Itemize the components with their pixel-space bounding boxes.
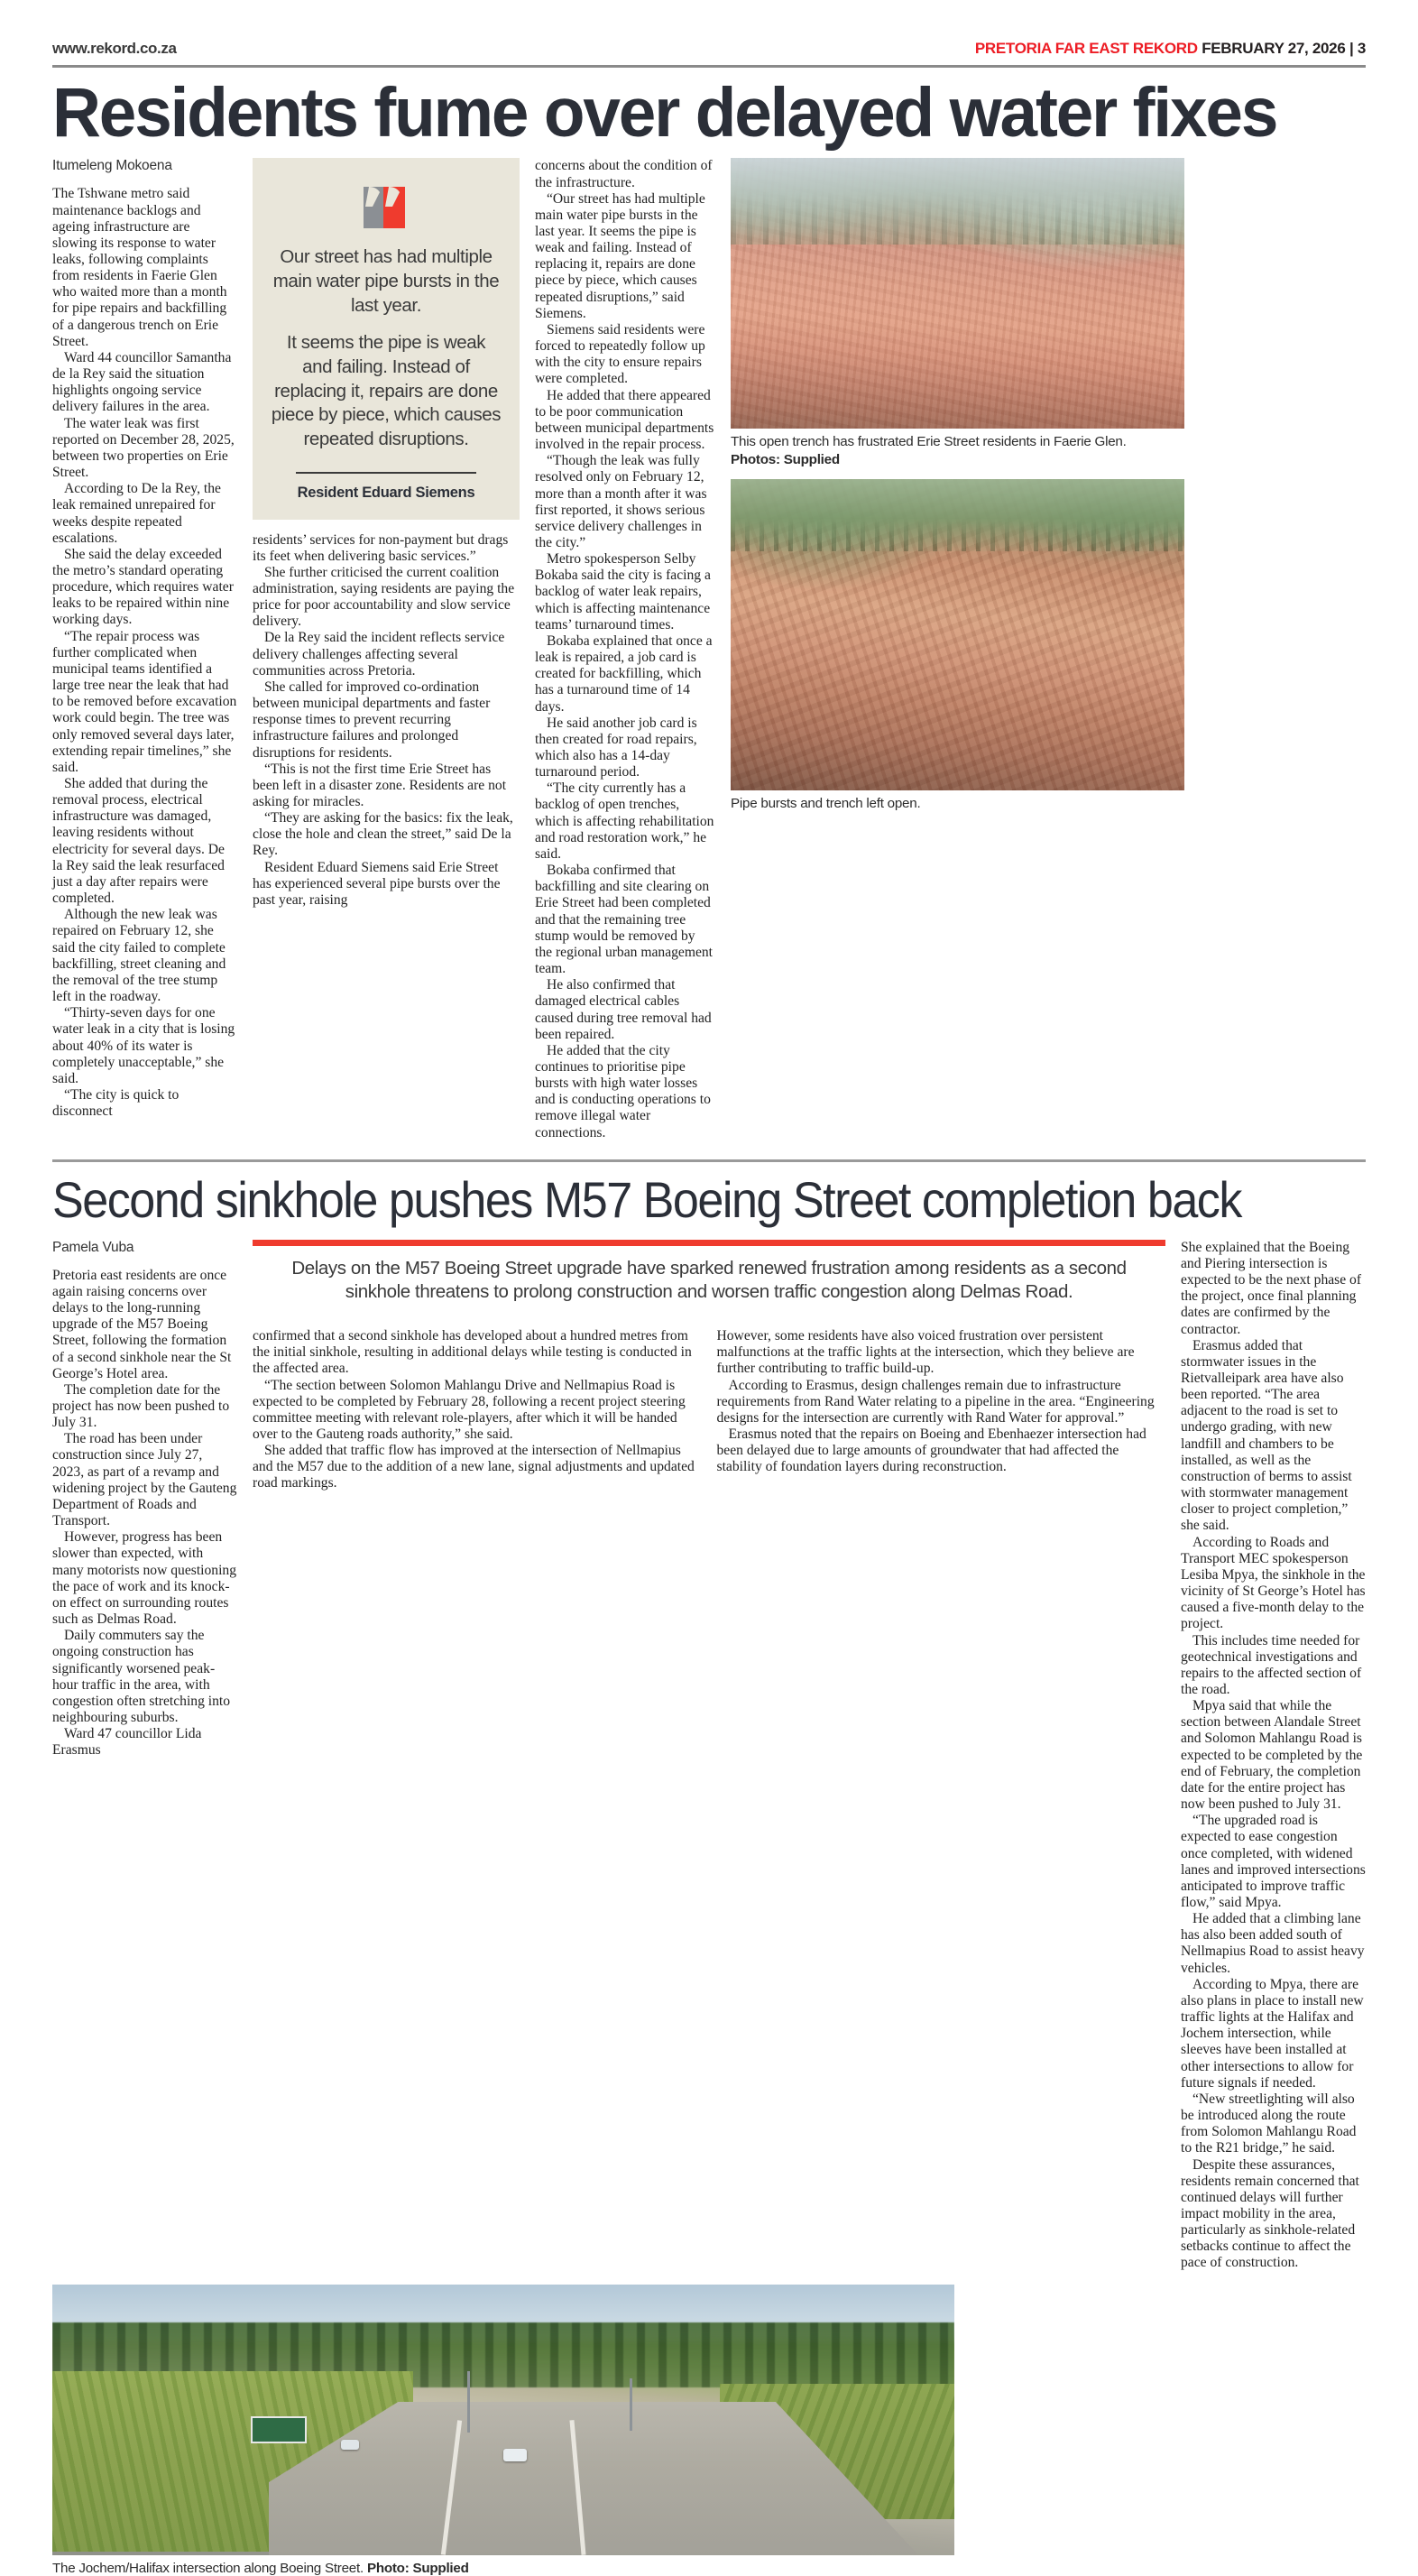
- story1-photo-column: [731, 158, 1184, 811]
- paragraph: She added that during the removal process, electrical infrastructure was damaged, leaving residents without electricity for several days. De la Rey said the leak resurfaced just a day after repairs were completed.: [52, 776, 225, 907]
- paragraph: She further criticised the current coalition administration, saying residents are paying the price for poor accountability and slow service delivery.: [253, 564, 515, 630]
- pipe-burst-photo: [731, 479, 1184, 790]
- paragraph: According to Mpya, there are also plans in place to install new traffic lights at the Halifax and Jochem intersection, while sleeves have been installed at other intersections to allow for future signals if needed.: [1181, 1976, 1364, 2091]
- paragraph: Pretoria east residents are once again raising concerns over delays to the long-running upgrade of the M57 Boeing Street, following the formation of a second sinkhole near the St George’s Hotel area.: [52, 1267, 232, 1381]
- boeing-street-intersection-photo: [52, 2285, 954, 2555]
- photo-car: [503, 2449, 527, 2461]
- paragraph: He said another job card is then created for road repairs, which also has a 14-day turnaround period.: [535, 715, 697, 780]
- photo-road-sign: [251, 2416, 307, 2443]
- paragraph: He added that there appeared to be poor communication between municipal departments involved in the repair process.: [535, 387, 714, 453]
- photo-car: [341, 2440, 359, 2450]
- folio: [975, 40, 1366, 58]
- masthead: [52, 0, 1366, 65]
- photo-light-pole: [630, 2378, 632, 2431]
- story1-column-2: [253, 158, 520, 909]
- paragraph: Ward 44 councillor Samantha de la Rey said the situation highlights ongoing service delivery failures in the area.: [52, 349, 232, 415]
- story2-column-4: [1181, 1240, 1366, 2272]
- paragraph: According to Erasmus, design challenges remain due to infrastructure requirements from Rand Water relating to a pipeline in the area. “Engineering designs for the intersection are currently with Rand Water for approval.”: [716, 1377, 1155, 1426]
- quote-divider: [296, 472, 476, 474]
- paragraph: Bokaba explained that once a leak is repaired, a job card is created for backfilling, which has a turnaround time of 14 days.: [535, 632, 713, 715]
- caption-text: The Jochem/Halifax intersection along Boeing Street.: [52, 2560, 364, 2576]
- paragraph: Bokaba confirmed that backfilling and site clearing on Erie Street had been completed and that the remaining tree stump would be removed by the regional urban management team.: [535, 863, 714, 977]
- paragraph: The completion date for the project has now been pushed to July 31.: [52, 1381, 230, 1431]
- story1-headline: Residents fume over delayed water fixes: [52, 74, 1277, 152]
- paragraph: “They are asking for the basics: fix the leak, close the hole and clean the street,” said De la Rey.: [253, 810, 513, 859]
- paragraph: “The upgraded road is expected to ease congestion once completed, with widened lanes and improved intersections anticipated to improve traffic flow,” said Mpya.: [1181, 1813, 1366, 1910]
- story1-column-1: [52, 158, 237, 1120]
- story2-middle-block: [253, 1240, 1165, 1492]
- paragraph: The road has been under construction since July 27, 2023, as part of a revamp and widening project by the Gauteng Department of Roads and Transport.: [52, 1431, 237, 1529]
- folio-separator: |: [1349, 40, 1354, 57]
- story1-byline: Itumeleng Mokoena: [52, 158, 172, 174]
- story2-byline: Pamela Vuba: [52, 1239, 134, 1255]
- paragraph: He added that a climbing lane has also been added south of Nellmapius Road to assist heavy vehicles.: [1181, 1911, 1365, 1976]
- paragraph: The Tshwane metro said maintenance backlogs and ageing infrastructure are slowing its response to water leaks, following complaints from residents in Faerie Glen who waited more than a month for pipe repairs and backfilling of a dangerous trench on Erie Street.: [52, 186, 227, 349]
- story2-col3-text: [717, 1328, 1166, 1492]
- paragraph: Daily commuters say the ongoing construction has significantly worsened peak-hour traffic in the area, with congestion often stretching into neighbouring suburbs.: [52, 1628, 231, 1725]
- paragraph: According to De la Rey, the leak remained unrepaired for weeks despite repeated escalations.: [52, 481, 221, 546]
- page-number: 3: [1357, 40, 1366, 57]
- paragraph: Mpya said that while the section between Alandale Street and Solomon Mahlangu Road is expected to be completed by the end of February, the completion date for the entire project has now been pushed to July 31.: [1181, 1698, 1363, 1813]
- paragraph: She explained that the Boeing and Piering intersection is expected to be the next phase of the project, once final planning dates are confirmed by the contractor.: [1181, 1239, 1362, 1337]
- paragraph: Siemens said residents were forced to repeatedly follow up with the city to ensure repairs were completed.: [535, 321, 705, 387]
- story2-column-1: [52, 1240, 237, 1759]
- publication-name: PRETORIA FAR EAST REKORD: [974, 40, 1198, 57]
- paragraph: He added that the city continues to prioritise pipe bursts with high water losses and is conducting operations to remove illegal water connections.: [535, 1042, 711, 1140]
- paragraph: “Thirty-seven days for one water leak in a city that is losing about 40% of its water is completely unacceptable,” she said.: [52, 1005, 235, 1086]
- story2-headline: Second sinkhole pushes M57 Boeing Street completion back: [52, 1170, 1241, 1228]
- paragraph: Ward 47 councillor Lida Erasmus: [52, 1726, 202, 1759]
- paragraph: “The city currently has a backlog of open trenches, which is affecting rehabilitation and road restoration work,” he said.: [535, 780, 714, 862]
- paragraph: “The city is quick to disconnect: [52, 1086, 180, 1120]
- photo-credit: Photos: Supplied: [731, 451, 840, 467]
- story1-col1-text: [52, 186, 237, 1120]
- open-trench-caption: [731, 433, 1184, 467]
- caption-text: This open trench has frustrated Erie Street residents in Faerie Glen.: [731, 434, 1127, 450]
- paragraph: This includes time needed for geotechnical investigations and repairs to the affected section of the road.: [1181, 1632, 1362, 1697]
- photo-light-pole: [467, 2371, 470, 2433]
- paragraph: residents’ services for non-payment but drags its feet when delivering basic services.”: [253, 531, 509, 564]
- photo-credit: Photo: Supplied: [366, 2560, 469, 2576]
- issue-date: FEBRUARY 27, 2026: [1202, 40, 1346, 57]
- story1-columns: [52, 158, 1366, 1140]
- paragraph: However, progress has been slower than expected, with many motorists now questioning the pace of work and its knock-on effect on surrounding routes such as Delmas Road.: [52, 1529, 237, 1628]
- quote-paragraph: Our street has had multiple main water pipe bursts in the last year.: [272, 246, 500, 316]
- story2-col1-text: [52, 1268, 237, 1759]
- paragraph: He also confirmed that damaged electrical cables caused during tree removal had been repaired.: [535, 977, 712, 1042]
- story1-column-3: [535, 158, 715, 1140]
- paragraph: The water leak was first reported on December 28, 2025, between two properties on Erie Street.: [52, 415, 235, 481]
- paragraph: “Though the leak was fully resolved only on February 12, more than a month after it was first reported, it shows serious service delivery challenges in the city.”: [535, 453, 707, 550]
- pull-quote-text: [271, 245, 502, 451]
- paragraph: Despite these assurances, residents remain concerned that continued delays will further impact mobility in the area, particularly as sinkhole-related setbacks continue to affect the pace of construction.: [1181, 2156, 1359, 2271]
- paragraph: De la Rey said the incident reflects service delivery challenges affecting several communities across Pretoria.: [253, 630, 505, 679]
- masthead-rule: [52, 65, 1366, 68]
- paragraph: concerns about the condition of the infrastructure.: [535, 158, 713, 190]
- standfirst-block: [253, 1240, 1165, 1317]
- paragraph: “The section between Solomon Mahlangu Drive and Nellmapius Road is expected to be completed by February 28, following a recent project steering committee meeting with relevant role-players, after which it will be handed over to the Gauteng roads authority,” she said.: [253, 1377, 686, 1442]
- quote-mark-icon: [360, 183, 412, 234]
- story-divider: [52, 1159, 1366, 1162]
- paragraph: Erasmus noted that the repairs on Boeing and Ebenhaezer intersection had been delayed due to large amounts of groundwater that had affected the stability of foundation layers during reconstruction.: [716, 1426, 1146, 1475]
- quote-paragraph: It seems the pipe is weak and failing. Instead of replacing it, repairs are done piece by piece, which causes repeated disruptions.: [271, 332, 502, 449]
- story1-col2-text: [253, 532, 520, 909]
- quote-attribution: Resident Eduard Siemens: [297, 484, 475, 501]
- paragraph: She added that traffic flow has improved at the intersection of Nellmapius and the M57 due to the addition of a new lane, signal adjustments and updated road markings.: [253, 1443, 695, 1491]
- story2-columns: [52, 1240, 1366, 2272]
- paragraph: However, some residents have also voiced frustration over persistent malfunctions at the traffic lights at the intersection, which they believe are further contributing to traffic build-up.: [716, 1328, 1135, 1377]
- paragraph: “The repair process was further complicated when municipal teams identified a large tree near the leak that had to be removed before excavation work could begin. The tree was only removed several days later, extending repair timelines,” she said.: [52, 628, 237, 775]
- paragraph: She said the delay exceeded the metro’s standard operating procedure, which requires water leaks to be repaired within nine working days.: [52, 546, 234, 628]
- paragraph: “Our street has had multiple main water pipe bursts in the last year. It seems the pipe is weak and failing. Instead of replacing it, repairs are done piece by piece, which causes repeated disruptions,” said Siemens.: [535, 190, 705, 321]
- paragraph: Resident Eduard Siemens said Erie Street has experienced several pipe bursts over the past year, raising: [253, 859, 501, 908]
- boeing-street-caption: [52, 2561, 954, 2576]
- paragraph: “New streetlighting will also be introduced along the route from Solomon Mahlangu Road to the R21 bridge,” he said.: [1181, 2091, 1357, 2156]
- paragraph: Although the new leak was repaired on February 12, she said the city failed to complete backfilling, street cleaning and the removal of the tree stump left in the roadway.: [52, 907, 226, 1005]
- paragraph: “This is not the first time Erie Street has been left in a disaster zone. Residents are not asking for miracles.: [253, 761, 507, 809]
- story2-col2-text: [253, 1328, 702, 1492]
- paragraph: Metro spokesperson Selby Bokaba said the city is facing a backlog of water leak repairs, which is affecting maintenance teams’ turnaround times.: [535, 551, 711, 632]
- site-url[interactable]: www.rekord.co.za: [52, 40, 177, 57]
- standfirst-text: Delays on the M57 Boeing Street upgrade have sparked renewed frustration among residents as a second sinkhole threatens to prolong construction and worsen traffic congestion along Delmas Road.: [291, 1257, 1127, 1303]
- pipe-burst-caption: Pipe bursts and trench left open.: [731, 795, 921, 811]
- standfirst-rule: [253, 1240, 1165, 1246]
- paragraph: Erasmus added that stormwater issues in the Rietvalleipark area have also been reported. “The area adjacent to the road is set to undergo grading, with new landfill and chambers to be installed, as well as the construction of berms to assist with stormwater management closer to project completion,” she said.: [1181, 1337, 1352, 1534]
- paragraph: According to Roads and Transport MEC spokesperson Lesiba Mpya, the sinkhole in the vicinity of St George’s Hotel has caused a five-month delay to the project.: [1181, 1534, 1366, 1632]
- paragraph: She called for improved co-ordination between municipal departments and faster response times to prevent recurring infrastructure failures and prolonged disruptions for residents.: [253, 679, 491, 761]
- paragraph: confirmed that a second sinkhole has developed about a hundred metres from the initial sinkhole, resulting in additional delays while testing is conducted in the affected area.: [253, 1328, 692, 1377]
- pull-quote-box: [253, 158, 520, 519]
- story2-photo-block: [52, 2285, 954, 2576]
- open-trench-photo: [731, 158, 1184, 429]
